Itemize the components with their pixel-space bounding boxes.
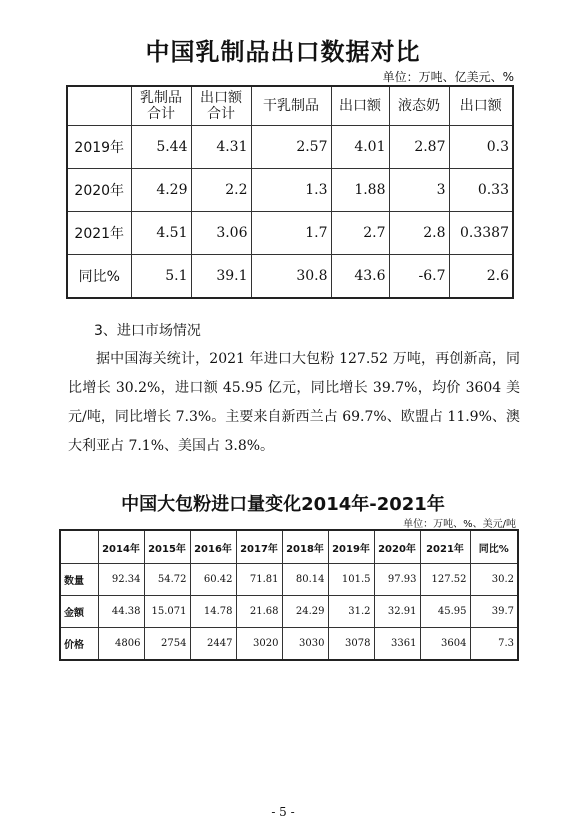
- table-cell: 45.95: [420, 596, 470, 628]
- table-cell: 2.6: [449, 255, 513, 299]
- table-header-row: [67, 86, 513, 126]
- table1-unit: 单位：万吨、亿美元、%: [382, 70, 514, 84]
- table-cell: 3.06: [191, 212, 251, 255]
- table-cell: 2.87: [389, 126, 449, 169]
- header-cell: 2019年: [328, 530, 374, 564]
- table-row: [67, 169, 513, 212]
- table-cell: 32.91: [374, 596, 420, 628]
- table-cell: 44.38: [98, 596, 144, 628]
- table-cell: 1.7: [251, 212, 331, 255]
- header-cell: [67, 86, 131, 126]
- header-cell: 出口额: [449, 86, 513, 126]
- table-cell: 92.34: [98, 564, 144, 596]
- table-cell: 4.01: [331, 126, 389, 169]
- table-cell: 60.42: [190, 564, 236, 596]
- table-cell: 97.93: [374, 564, 420, 596]
- header-cell: 2021年: [420, 530, 470, 564]
- table-cell: 5.1: [131, 255, 191, 299]
- table-cell: 127.52: [420, 564, 470, 596]
- header-cell: 液态奶: [389, 86, 449, 126]
- header-cell: 出口额 合计: [191, 86, 251, 126]
- header-cell: 2014年: [98, 530, 144, 564]
- table-cell: 3361: [374, 628, 420, 661]
- table-cell: 30.8: [251, 255, 331, 299]
- table-cell: 4806: [98, 628, 144, 661]
- row-label: 价格: [60, 628, 98, 661]
- table-cell: 0.33: [449, 169, 513, 212]
- table-cell: 4.31: [191, 126, 251, 169]
- header-cell: [60, 530, 98, 564]
- table-cell: 80.14: [282, 564, 328, 596]
- table-cell: 3020: [236, 628, 282, 661]
- page-number: - 5 -: [271, 805, 295, 819]
- table-cell: 3604: [420, 628, 470, 661]
- header-cell: 2017年: [236, 530, 282, 564]
- table-cell: 15.071: [144, 596, 190, 628]
- table-cell: -6.7: [389, 255, 449, 299]
- table1-title: 中国乳制品出口数据对比: [145, 38, 421, 66]
- header-cell: 干乳制品: [251, 86, 331, 126]
- row-label: 同比%: [67, 255, 131, 299]
- table-cell: 2.2: [191, 169, 251, 212]
- table-cell: 43.6: [331, 255, 389, 299]
- table-cell: 101.5: [328, 564, 374, 596]
- table-cell: 4.51: [131, 212, 191, 255]
- header-cell: 同比%: [470, 530, 518, 564]
- section-heading: 3、进口市场情况: [94, 323, 201, 339]
- powder-import-table: [59, 529, 519, 661]
- table-cell: 7.3: [470, 628, 518, 661]
- table-cell: 71.81: [236, 564, 282, 596]
- table-cell: 30.2: [470, 564, 518, 596]
- row-label: 2020年: [67, 169, 131, 212]
- header-cell: 出口额: [331, 86, 389, 126]
- row-label: 数量: [60, 564, 98, 596]
- row-label: 2019年: [67, 126, 131, 169]
- table-row: [67, 255, 513, 299]
- table-row: [60, 596, 518, 628]
- table-cell: 5.44: [131, 126, 191, 169]
- table-cell: 0.3: [449, 126, 513, 169]
- table-cell: 1.3: [251, 169, 331, 212]
- table-cell: 3: [389, 169, 449, 212]
- table-cell: 54.72: [144, 564, 190, 596]
- table-cell: 14.78: [190, 596, 236, 628]
- table-cell: 1.88: [331, 169, 389, 212]
- table-cell: 0.3387: [449, 212, 513, 255]
- table-cell: 2754: [144, 628, 190, 661]
- table-row: [67, 126, 513, 169]
- dairy-export-table: [66, 85, 514, 299]
- table-cell: 2.57: [251, 126, 331, 169]
- table-header-row: [60, 530, 518, 564]
- table2-title: 中国大包粉进口量变化2014年-2021年: [121, 494, 445, 515]
- header-cell: 乳制品 合计: [131, 86, 191, 126]
- header-cell: 2015年: [144, 530, 190, 564]
- header-cell: 2018年: [282, 530, 328, 564]
- table-row: [60, 564, 518, 596]
- table-cell: 39.1: [191, 255, 251, 299]
- table-cell: 24.29: [282, 596, 328, 628]
- table-cell: 39.7: [470, 596, 518, 628]
- table-cell: 31.2: [328, 596, 374, 628]
- table-cell: 4.29: [131, 169, 191, 212]
- table-cell: 3078: [328, 628, 374, 661]
- row-label: 金额: [60, 596, 98, 628]
- table-row: [67, 212, 513, 255]
- table-row: [60, 628, 518, 661]
- header-cell: 2020年: [374, 530, 420, 564]
- body-paragraph: 据中国海关统计，2021 年进口大包粉 127.52 万吨，再创新高，同比增长 30.2%，进口额 45.95 亿元，同比增长 39.7%，均价 3604 美元/吨，同比增长 7.3%。主要来自新西兰占 69.7%、欧盟占 11.9%、澳大利亚占 7.1%、美国占 3.8%。: [68, 351, 520, 454]
- row-label: 2021年: [67, 212, 131, 255]
- table-cell: 3030: [282, 628, 328, 661]
- header-cell: 2016年: [190, 530, 236, 564]
- table-cell: 21.68: [236, 596, 282, 628]
- table-cell: 2.8: [389, 212, 449, 255]
- table-cell: 2447: [190, 628, 236, 661]
- table-cell: 2.7: [331, 212, 389, 255]
- table2-unit: 单位：万吨、%、美元/吨: [403, 519, 516, 530]
